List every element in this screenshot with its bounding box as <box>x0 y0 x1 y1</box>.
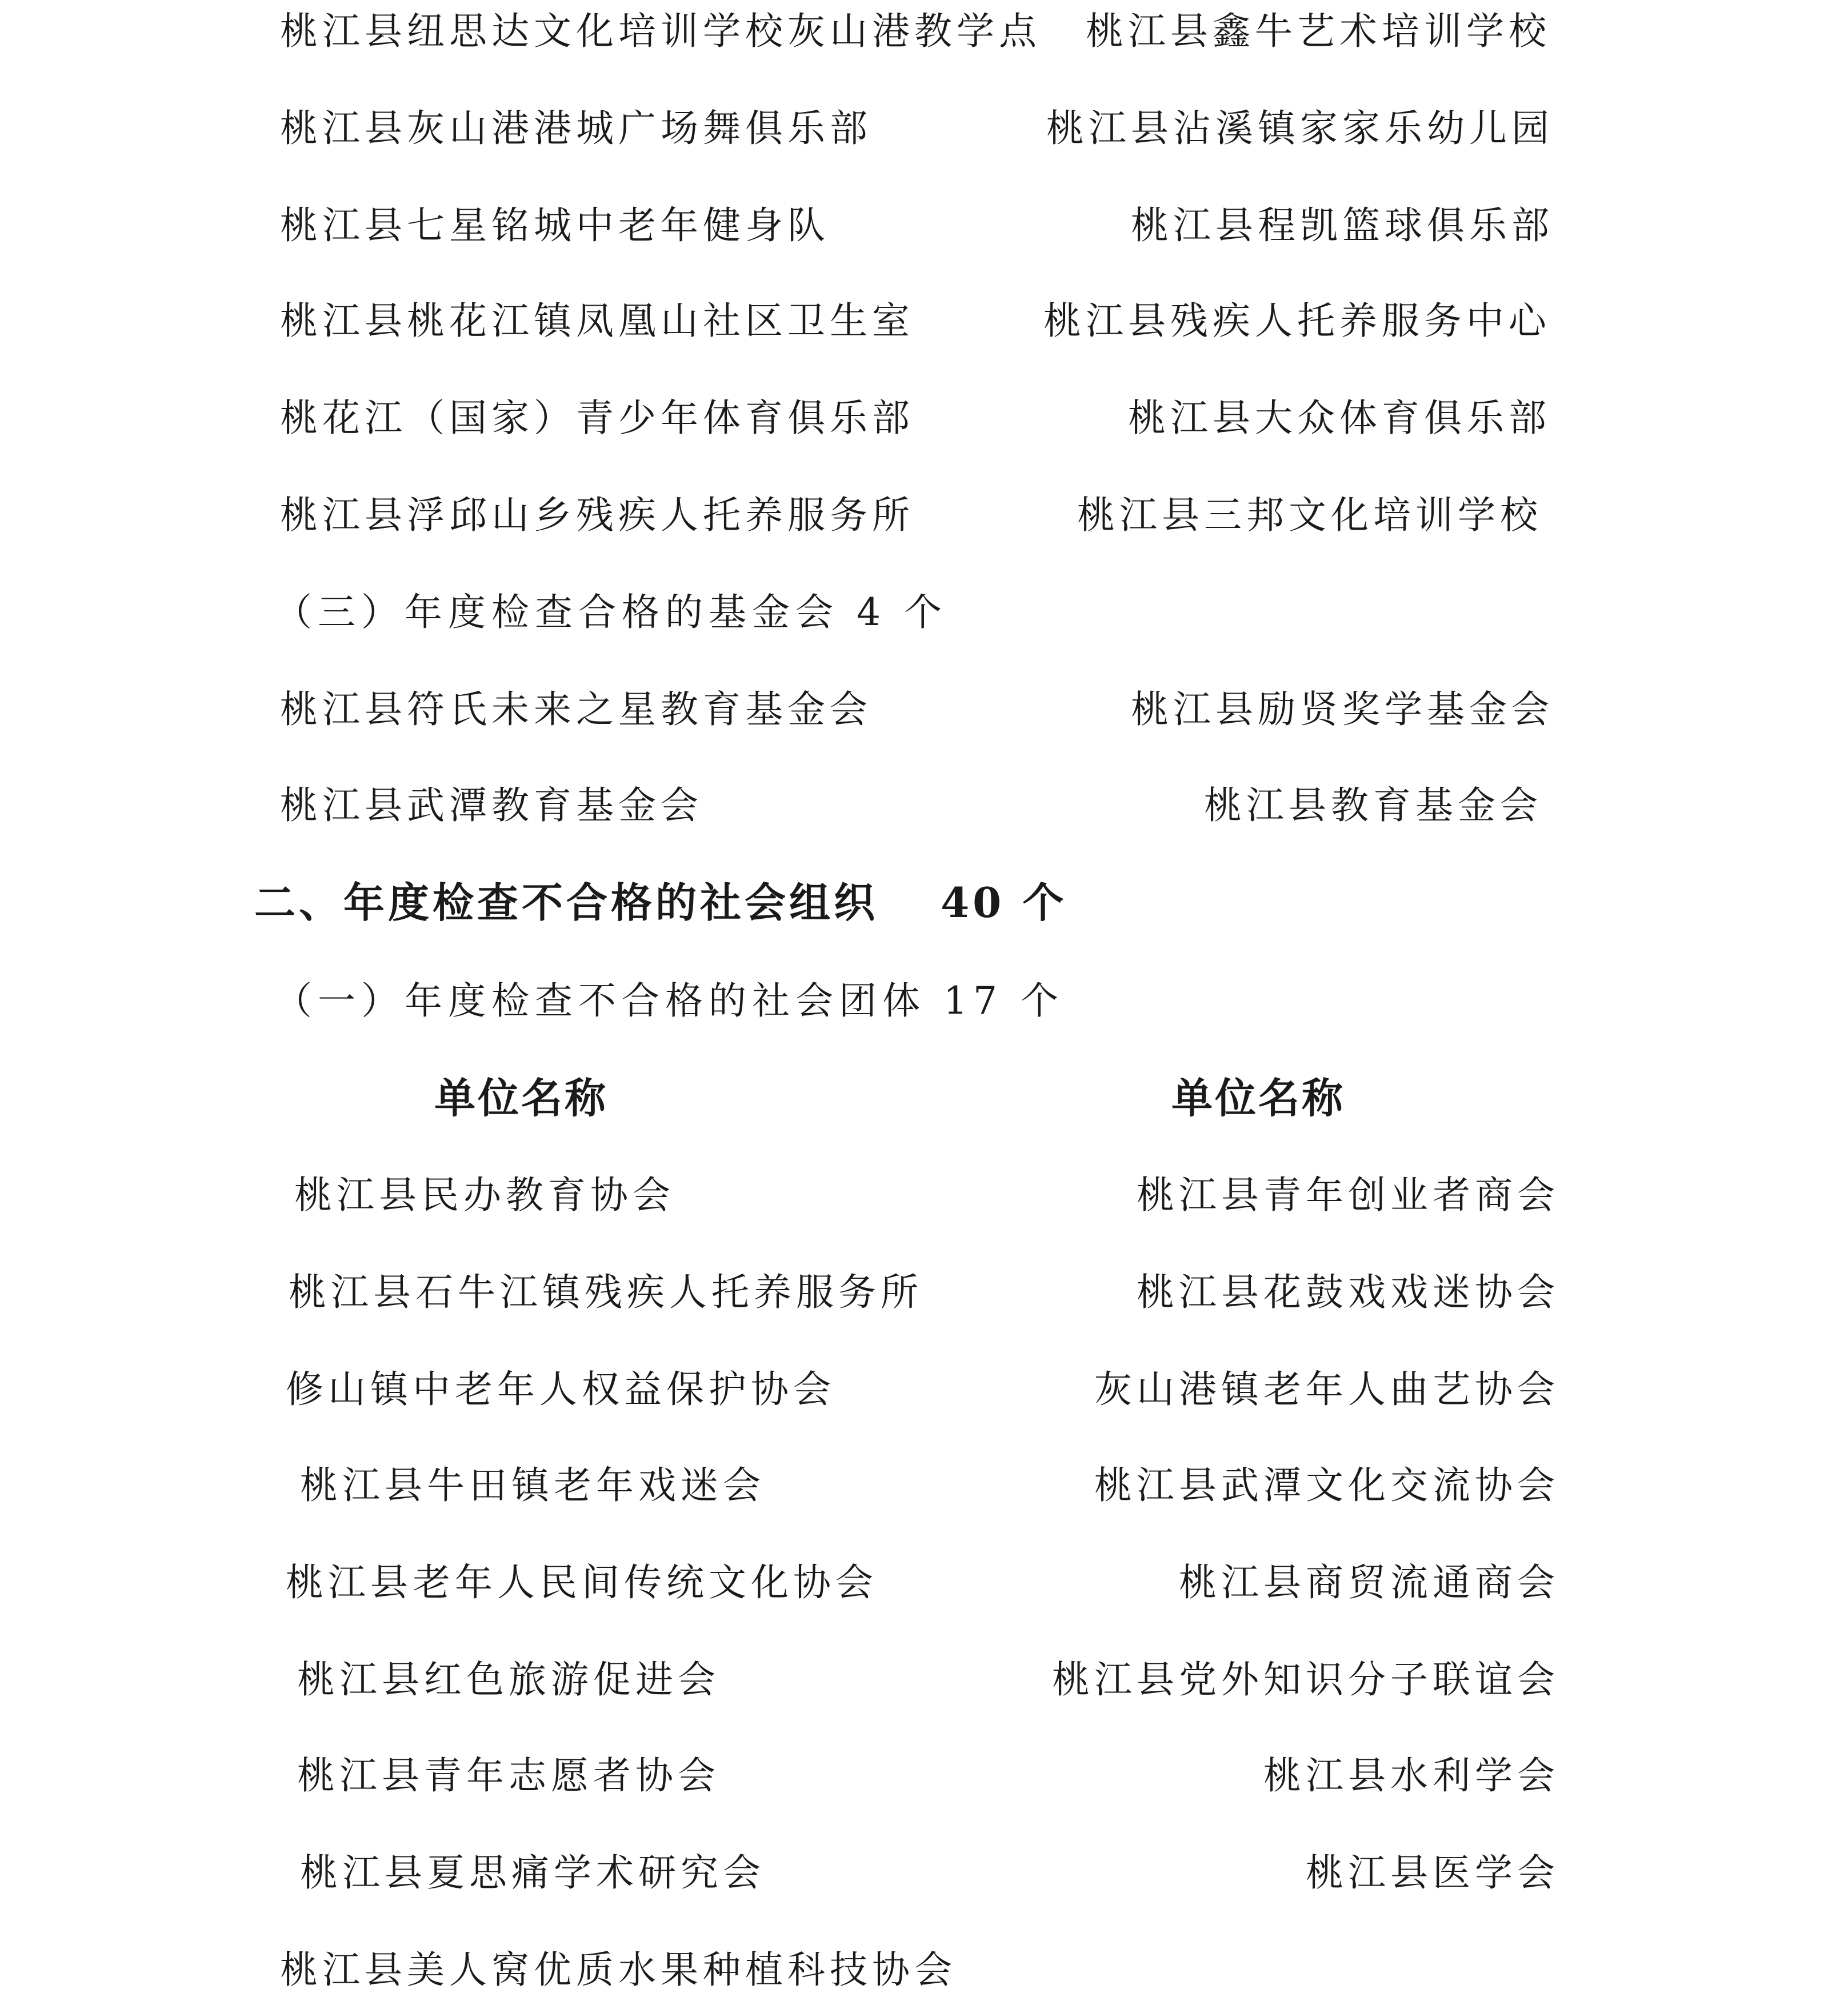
foundations-heading: （三）年度检查合格的基金会 4 个 <box>274 590 947 634</box>
list-item-left: 桃江县桃花江镇凤凰山社区卫生室 <box>280 299 914 343</box>
list-item-left: 桃江县石牛江镇残疾人托养服务所 <box>289 1270 923 1314</box>
list-item-right: 桃江县残疾人托养服务中心 <box>1043 299 1551 343</box>
list-item-right: 桃江县水利学会 <box>1263 1754 1559 1798</box>
list-item-left: 桃江县纽思达文化培训学校灰山港教学点 <box>280 9 1041 53</box>
section-heading: 二、年度检查不合格的社会组织 40 个 <box>254 878 1067 927</box>
list-item-left: 修山镇中老年人权益保护协会 <box>286 1367 835 1411</box>
list-item-right: 桃江县教育基金会 <box>1204 783 1542 827</box>
list-item-right: 桃江县三邦文化培训学校 <box>1077 493 1542 537</box>
section-subheading: （一）年度检查不合格的社会团体 17 个 <box>274 979 1064 1023</box>
list-item-left: 桃江县美人窝优质水果种植科技协会 <box>280 1948 957 1992</box>
list-item-left: 桃花江（国家）青少年体育俱乐部 <box>280 396 914 440</box>
list-item-left: 桃江县民办教育协会 <box>294 1173 675 1217</box>
list-item-left: 桃江县符氏未来之星教育基金会 <box>280 687 872 731</box>
list-item-left: 桃江县灰山港港城广场舞俱乐部 <box>280 106 872 150</box>
column-header-right: 单位名称 <box>1171 1074 1346 1122</box>
list-item-right: 灰山港镇老年人曲艺协会 <box>1094 1367 1559 1411</box>
list-item-right: 桃江县沾溪镇家家乐幼儿园 <box>1046 106 1554 150</box>
list-item-right: 桃江县青年创业者商会 <box>1137 1173 1559 1217</box>
column-header-left: 单位名称 <box>434 1074 609 1122</box>
list-item-left: 桃江县红色旅游促进会 <box>297 1658 720 1702</box>
list-item-right: 桃江县励贤奖学基金会 <box>1131 687 1554 731</box>
list-item-left: 桃江县七星铭城中老年健身队 <box>280 203 830 247</box>
list-item-left: 桃江县武潭教育基金会 <box>280 783 703 827</box>
list-item-left: 桃江县青年志愿者协会 <box>297 1754 720 1798</box>
list-item-right: 桃江县花鼓戏戏迷协会 <box>1137 1270 1559 1314</box>
list-item-right: 桃江县大众体育俱乐部 <box>1128 396 1551 440</box>
list-item-right: 桃江县医学会 <box>1306 1851 1559 1895</box>
list-item-left: 桃江县牛田镇老年戏迷会 <box>300 1463 765 1507</box>
list-item-left: 桃江县浮邱山乡残疾人托养服务所 <box>280 493 914 537</box>
list-item-right: 桃江县党外知识分子联谊会 <box>1052 1658 1559 1702</box>
list-item-left: 桃江县夏思痛学术研究会 <box>300 1851 765 1895</box>
list-item-left: 桃江县老年人民间传统文化协会 <box>286 1560 878 1604</box>
list-item-right: 桃江县鑫牛艺术培训学校 <box>1086 9 1551 53</box>
list-item-right: 桃江县武潭文化交流协会 <box>1094 1463 1559 1507</box>
list-item-right: 桃江县程凯篮球俱乐部 <box>1131 203 1554 247</box>
list-item-right: 桃江县商贸流通商会 <box>1179 1560 1559 1604</box>
